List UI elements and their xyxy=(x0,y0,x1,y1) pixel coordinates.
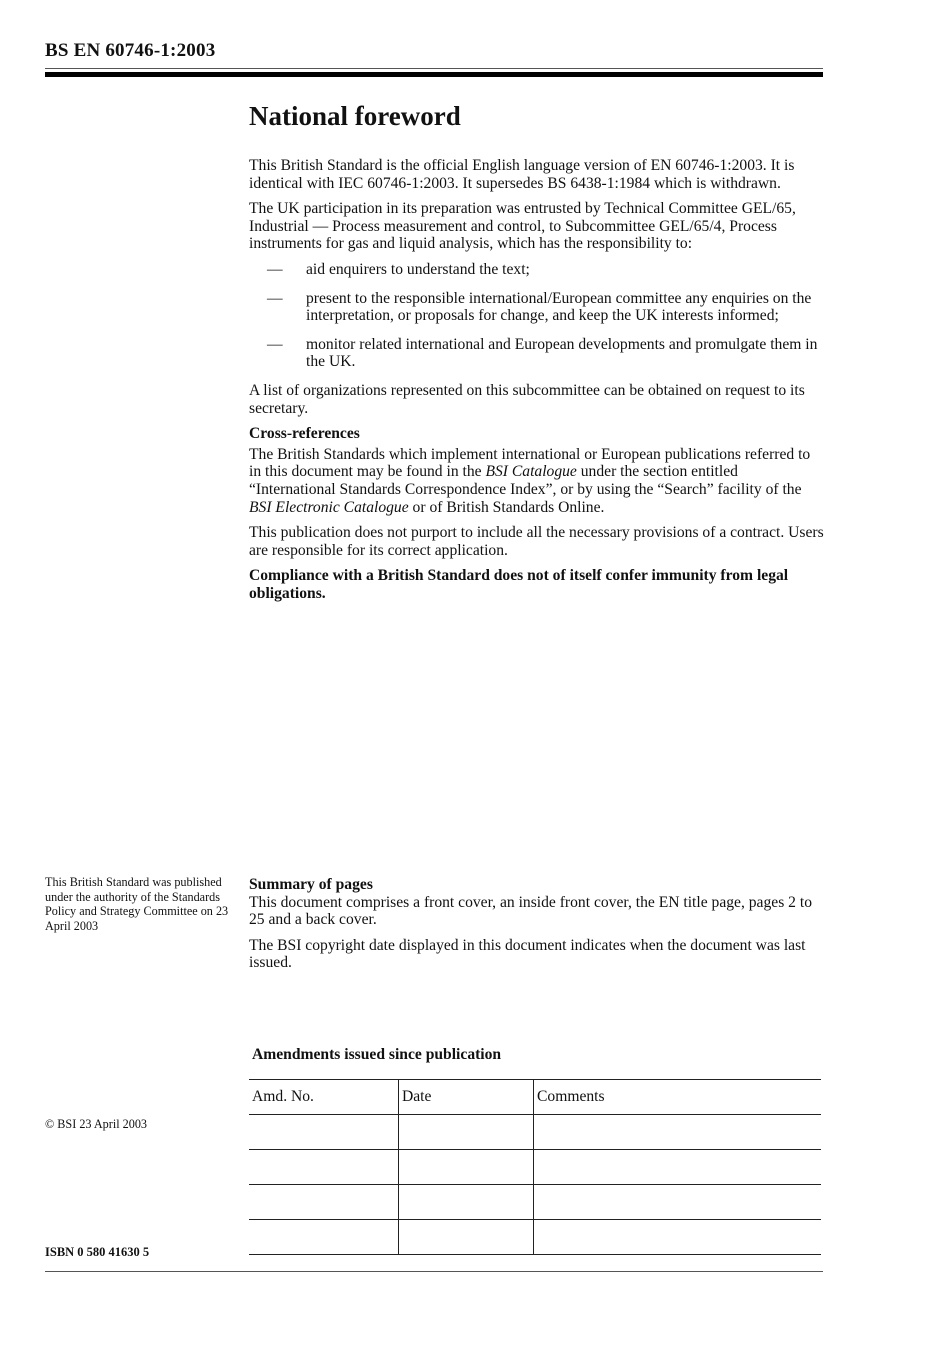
header-rule-thin xyxy=(45,68,823,69)
column-header-date: Date xyxy=(399,1080,534,1115)
table-row xyxy=(249,1150,821,1185)
list-item-text: aid enquirers to understand the text; xyxy=(306,260,530,278)
document-id: BS EN 60746-1:2003 xyxy=(45,40,216,61)
cross-references-paragraph xyxy=(249,446,824,516)
table-cell xyxy=(534,1150,822,1185)
list-item-text: present to the responsible international/European committee any enquiries on the interpretation, or proposals for change, and keep the UK interests informed; xyxy=(306,289,812,325)
isbn: ISBN 0 580 41630 5 xyxy=(45,1245,150,1259)
header-rule-thick xyxy=(45,72,823,77)
table-cell xyxy=(249,1220,399,1255)
publication-authority-note: This British Standard was published under the authority of the Standards Policy and Strategy Committee on 23 April 2003 xyxy=(45,875,229,933)
summary-paragraph-1: This document comprises a front cover, an inside front cover, the EN title page, pages 2 to 25 and a back cover. xyxy=(249,893,812,929)
cross-ref-text-1: The British Standards which implement international or European publications referred to in this document may be found in the xyxy=(249,445,811,481)
table-cell xyxy=(399,1150,534,1185)
disclaimer-paragraph: This publication does not purport to include all the necessary provisions of a contract. Users are responsible for its correct application. xyxy=(249,524,824,559)
dash-bullet: — xyxy=(267,289,283,307)
table-cell xyxy=(534,1220,822,1255)
table-cell xyxy=(534,1115,822,1150)
bsi-electronic-catalogue-title: BSI Electronic Catalogue xyxy=(249,498,409,516)
table-cell xyxy=(399,1115,534,1150)
list-item xyxy=(249,336,824,371)
footer-rule xyxy=(45,1271,823,1272)
copyright-notice: © BSI 23 April 2003 xyxy=(45,1117,148,1131)
table-row xyxy=(249,1220,821,1255)
cross-references-heading: Cross-references xyxy=(249,425,360,443)
list-item xyxy=(249,290,824,325)
table-row xyxy=(249,1185,821,1220)
compliance-statement: Compliance with a British Standard does not of itself confer immunity from legal obligations. xyxy=(249,567,789,602)
cross-ref-text-3: or of British Standards Online. xyxy=(408,498,605,516)
table-header-row xyxy=(249,1080,821,1115)
foreword-body xyxy=(249,157,824,610)
intro-paragraph-2: The UK participation in its preparation was entrusted by Technical Committee GEL/65, Industrial — Process measurement and control, to Subcommittee GEL/65/4, Process instruments for gas and liquid analysis, which has the responsibility to: xyxy=(249,200,796,253)
table-cell xyxy=(249,1150,399,1185)
cross-ref-text-2: under the section entitled “International Standards Correspondence Index”, or by using the “Search” facility of the xyxy=(249,463,802,498)
amendments-title: Amendments issued since publication xyxy=(252,1046,502,1063)
list-item-text: monitor related international and European developments and promulgate them in the UK. xyxy=(306,335,818,371)
dash-bullet: — xyxy=(267,335,283,353)
intro-paragraph-1: This British Standard is the official English language version of EN 60746-1:2003. It is identical with IEC 60746-1:2003. It supersedes BS 6438-1:1984 which is withdrawn. xyxy=(249,157,795,192)
summary-heading: Summary of pages xyxy=(249,876,373,893)
table-cell xyxy=(399,1220,534,1255)
table-cell xyxy=(534,1185,822,1220)
page-title: National foreword xyxy=(249,101,461,131)
table-cell xyxy=(399,1185,534,1220)
amendments-table xyxy=(249,1079,821,1255)
column-header-amd-no: Amd. No. xyxy=(249,1080,399,1115)
bsi-catalogue-title: BSI Catalogue xyxy=(485,463,577,481)
table-row xyxy=(249,1115,821,1150)
summary-paragraph-2: The BSI copyright date displayed in this document indicates when the document was last issued. xyxy=(249,936,806,972)
list-item xyxy=(249,261,824,279)
dash-bullet: — xyxy=(267,260,283,278)
table-cell xyxy=(249,1115,399,1150)
responsibility-list xyxy=(249,261,824,371)
organizations-note: A list of organizations represented on this subcommittee can be obtained on request to its secretary. xyxy=(249,381,805,417)
summary-of-pages xyxy=(249,876,824,980)
column-header-comments: Comments xyxy=(534,1080,822,1115)
table-cell xyxy=(249,1185,399,1220)
